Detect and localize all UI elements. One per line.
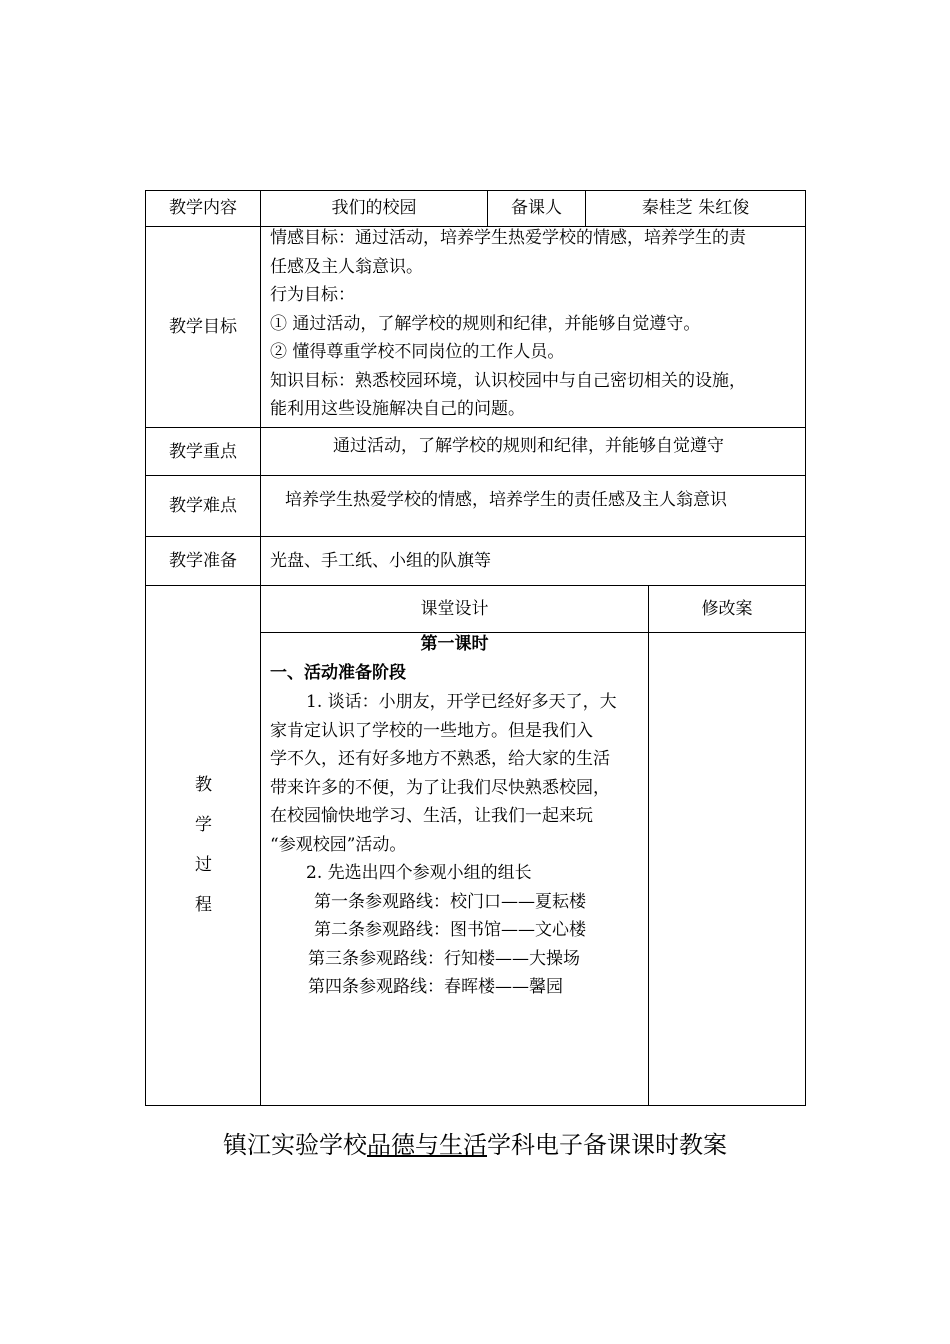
preparer-label: 备课人: [511, 198, 562, 218]
goals-line: 情感目标：通过活动，培养学生热爱学校的情感，培养学生的责: [270, 228, 746, 248]
goals-line: 任感及主人翁意识。: [270, 256, 423, 277]
row-divider: [145, 585, 806, 586]
revision-column-header: 修改案: [701, 599, 753, 619]
preparer-value: 秦桂芝 朱红俊: [641, 198, 750, 218]
lesson-line: “参观校园”活动。: [270, 834, 407, 855]
goals-line: 能利用这些设施解决自己的问题。: [270, 399, 525, 419]
goals-line: ② 懂得尊重学校不同岗位的工作人员。: [270, 342, 565, 362]
lesson-line: 1. 谈话：小朋友，开学已经好多天了，大: [306, 692, 617, 712]
goals-line: 行为目标：: [270, 285, 355, 305]
process-label-char: 过: [195, 855, 212, 875]
lesson-line: 带来许多的不便，为了让我们尽快熟悉校园，: [270, 777, 610, 798]
lesson-line: 家肯定认识了学校的一些地方。但是我们入: [270, 720, 593, 741]
process-label-char: 程: [195, 895, 212, 915]
process-label-char: 教: [195, 775, 212, 795]
route-line: 第四条参观路线：春晖楼——馨园: [308, 977, 563, 997]
table-border-right: [805, 190, 806, 1106]
lesson-line: 2. 先选出四个参观小组的组长: [306, 863, 532, 883]
goals-text: [270, 224, 746, 424]
lesson-line: 在校园愉快地学习、生活，让我们一起来玩: [270, 806, 593, 826]
goals-line: 知识目标：熟悉校园环境，认识校园中与自己密切相关的设施，: [270, 370, 746, 391]
process-label: [146, 765, 261, 925]
key-point-value: 通过活动，了解学校的规则和纪律，并能够自觉遵守: [333, 436, 724, 456]
route-line: 第三条参观路线：行知楼——大操场: [308, 948, 580, 969]
difficulty-value: 培养学生热爱学校的情感，培养学生的责任感及主人翁意识: [285, 490, 727, 510]
section-title: 一、活动准备阶段: [270, 663, 406, 683]
subject-name: 品德与生活: [367, 1131, 487, 1159]
content-label: 教学内容: [169, 198, 237, 218]
goals-label: 教学目标: [169, 317, 237, 337]
school-name: 镇江实验学校: [223, 1131, 367, 1159]
revision-column-divider: [648, 585, 649, 1106]
route-line: 第二条参观路线：图书馆——文心楼: [314, 920, 586, 940]
lesson-line: 学不久，还有好多地方不熟悉，给大家的生活: [270, 749, 610, 769]
table-border-top: [145, 190, 806, 191]
row-divider: [145, 475, 806, 476]
process-label-char: 学: [195, 815, 212, 835]
content-value: 我们的校园: [331, 198, 417, 218]
route-line: 第一条参观路线：校门口——夏耘楼: [314, 891, 586, 912]
preparation-label: 教学准备: [169, 551, 237, 571]
table-border-bottom: [145, 1105, 806, 1106]
row-divider: [145, 536, 806, 537]
goals-line: ① 通过活动，了解学校的规则和纪律，并能够自觉遵守。: [270, 313, 701, 334]
document-footer-title: [0, 1128, 950, 1162]
footer-suffix: 学科电子备课课时教案: [487, 1131, 727, 1159]
key-point-label: 教学重点: [169, 442, 237, 462]
design-column-header: 课堂设计: [420, 599, 489, 619]
lesson-body: [270, 688, 617, 1002]
difficulty-label: 教学难点: [169, 496, 237, 516]
row-divider: [145, 427, 806, 428]
lesson-title: 第一课时: [420, 634, 489, 654]
preparation-value: 光盘、手工纸、小组的队旗等: [270, 551, 491, 571]
